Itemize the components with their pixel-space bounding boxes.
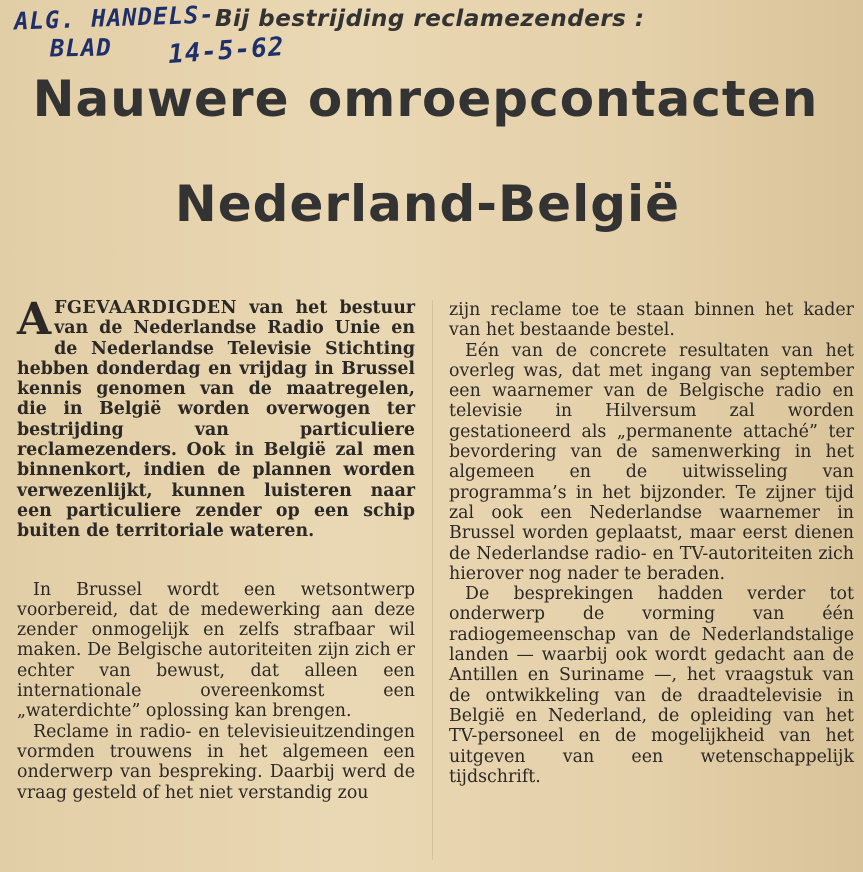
headline-line-2: Nederland-België	[174, 175, 681, 233]
lead-caps: FGEVAARDIGDEN	[54, 298, 237, 318]
lead-text: van het bestuur van de Nederlandse Radio Unie en de Nederlandse Televisie Stichting hebben donderdag en vrijdag in Brussel kennis genomen van de maatregelen, die in België worden overwogen ter bestrijding van particuliere reclamezenders. Ook in België zal men binnenkort, indien de plannen worden verwezenlijkt, kunnen luisteren naar een particuliere zender op een schip buiten de territoriale wateren.	[17, 298, 415, 542]
paragraph-4: zijn reclame toe te staan binnen het kader van het bestaande bestel.	[449, 300, 854, 341]
lead-paragraph	[17, 294, 415, 542]
drop-cap: A	[17, 294, 52, 345]
article-column-left	[17, 294, 415, 803]
paragraph-3: Reclame in radio- en televisieuitzendingen vormden trouwens in het algemeen een onderwerp van bespreking. Daarbij werd de vraag gesteld of het niet verstandig zou	[17, 721, 415, 803]
article-column-right	[449, 300, 854, 787]
handwritten-date: 14-5-62	[167, 31, 286, 71]
handwritten-source-line-2: BLAD	[49, 33, 113, 63]
paragraph-5: Eén van de concrete resultaten van het overleg was, dat met ingang van september een waarnemer van de Belgische radio en televisie in Hilversum zal worden gestationeerd als „permanente attaché” ter bevordering van de samenwerking in het algemeen en de uitwisseling van programma’s in het bijzonder. Te zijner tijd zal ook een Nederlandse waarnemer in Brussel worden geplaatst, maar eerst dienen de Nederlandse radio- en TV-autoriteiten zich hierover nog nader te beraden.	[449, 340, 854, 584]
handwritten-source-line-1: ALG. HANDELS-	[13, 0, 216, 36]
column-divider	[432, 300, 433, 860]
paragraph-2: In Brussel wordt een wetsontwerp voorbereid, dat de medewerking aan deze zender onmogelijk en zelfs strafbaar wil maken. De Belgische autoriteiten zijn zich er echter van bewust, dat alleen een internationale overeenkomst een „waterdichte” oplossing kan brengen.	[17, 579, 415, 722]
paragraph-6: De besprekingen hadden verder tot onderwerp de vorming van één radiogemeenschap van de Nederlandstalige landen — waarbij ook wordt gedacht aan de Antillen en Suriname —, het vraagstuk van de ontwikkeling van de draadtelevisie in België en Nederland, de opleiding van het TV-personeel en de mogelijkheid van het uitgeven van een wetenschappelijk tijdschrift.	[449, 584, 854, 787]
paragraph-gap	[17, 542, 415, 580]
headline-line-1: Nauwere omroepcontacten	[32, 70, 819, 128]
kicker-line: Bij bestrijding reclamezenders :	[215, 6, 645, 32]
